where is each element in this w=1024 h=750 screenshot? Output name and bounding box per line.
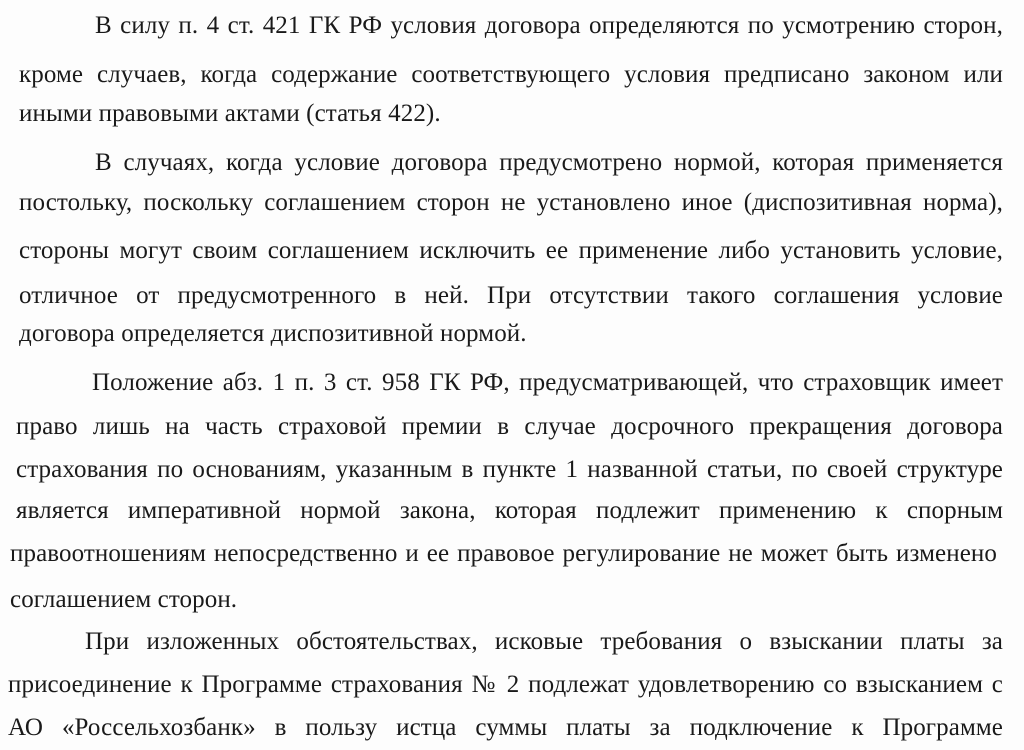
- paragraph-line: правоотношениям непосредственно и ее правовое регулирование не может быть изменено: [10, 540, 997, 567]
- paragraph-line: кроме случаев, когда содержание соответствующего условия предписано законом или: [19, 61, 1003, 88]
- paragraph-line: АО «Россельхозбанк» в пользу истца суммы платы за подключение к Программе: [8, 714, 1003, 741]
- paragraph-line: постольку, поскольку соглашением сторон не установлено иное (диспозитивная норма),: [19, 189, 1003, 216]
- paragraph-line: стороны могут своим соглашением исключить ее применение либо установить условие,: [19, 237, 1003, 264]
- paragraph-line: присоединение к Программе страхования № 2 подлежат удовлетворению со взысканием с: [8, 671, 1003, 698]
- paragraph-line: В силу п. 4 ст. 421 ГК РФ условия договора определяются по усмотрению сторон,: [95, 12, 1003, 39]
- paragraph-line: При изложенных обстоятельствах, исковые требования о взыскании платы за: [85, 628, 1003, 655]
- paragraph-line: Положение абз. 1 п. 3 ст. 958 ГК РФ, предусматривающей, что страховщик имеет: [92, 369, 1003, 396]
- paragraph-line: иными правовыми актами (статья 422).: [19, 100, 441, 127]
- paragraph-line: В случаях, когда условие договора предусмотрено нормой, которая применяется: [95, 149, 1003, 176]
- paragraph-line: отличное от предусмотренного в ней. При отсутствии такого соглашения условие: [19, 282, 1003, 309]
- paragraph-line: право лишь на часть страховой премии в случае досрочного прекращения договора: [16, 413, 1003, 440]
- paragraph-line: является императивной нормой закона, которая подлежит применению к спорным: [16, 497, 1003, 524]
- paragraph-line: договора определяется диспозитивной нормой.: [19, 320, 527, 347]
- paragraph-line: соглашением сторон.: [10, 586, 238, 613]
- paragraph-line: страхования по основаниям, указанным в пункте 1 названной статьи, по своей структуре: [16, 456, 1003, 483]
